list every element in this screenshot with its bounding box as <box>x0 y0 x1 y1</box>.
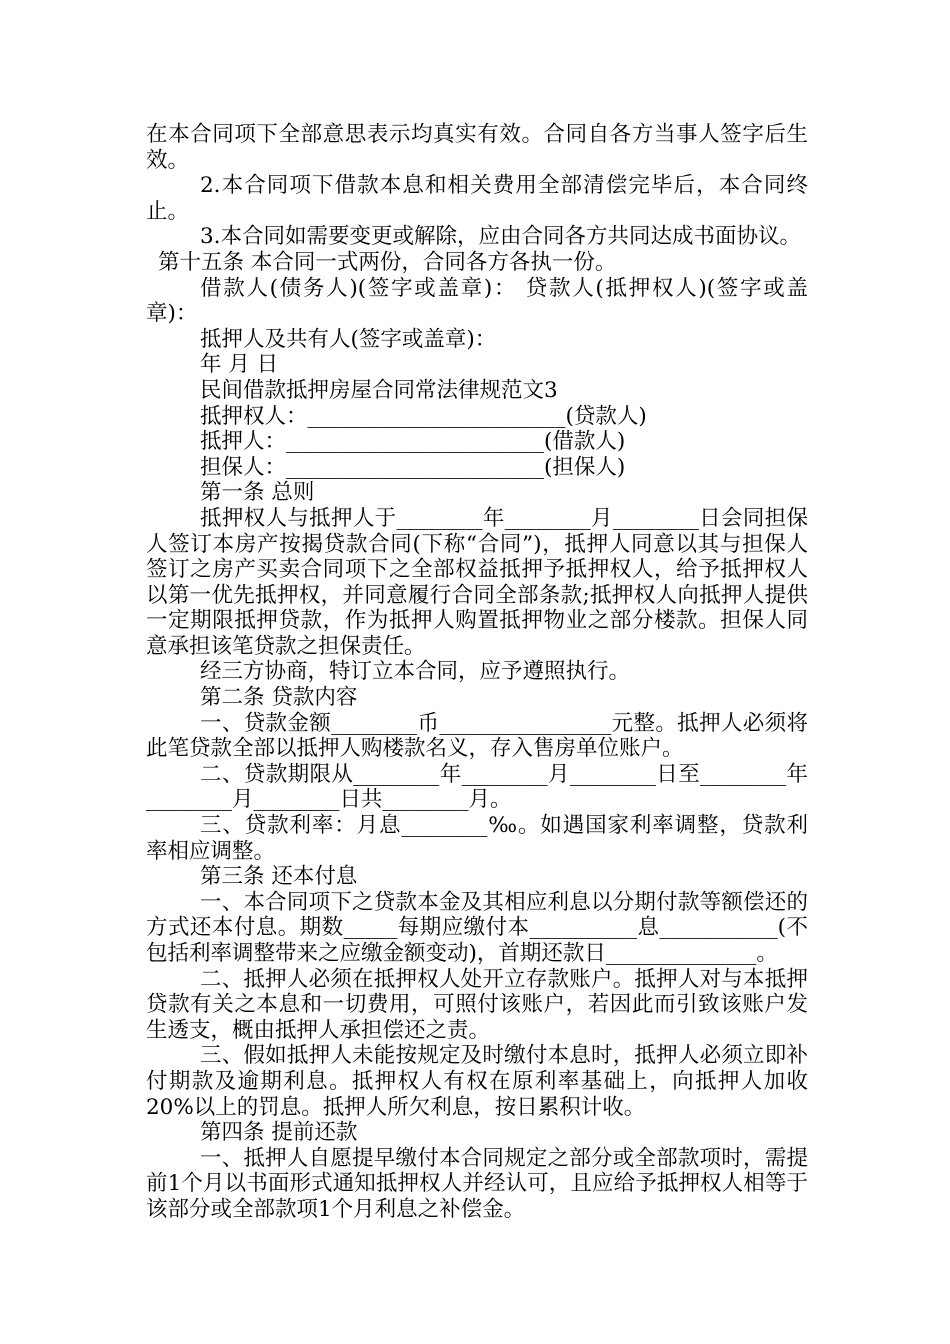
article-3-heading: 第三条 还本付息 <box>200 864 358 890</box>
loan-term-clause: 二、贷款期限从________年________月________日至________年________月________日共________月。 <box>146 761 808 813</box>
loan-interest-clause: 三、贷款利率：月息________‰。如遇国家利率调整，贷款利率相应调整。 <box>146 813 808 864</box>
mortgagor-signature-line: 抵押人及共有人(签字或盖章)： <box>200 326 497 352</box>
late-payment-clause: 三、假如抵押人未能按规定及时缴付本息时，抵押人必须立即补付期款及逾期利息。抵押权人有权在原利率基础上，向抵押人加收20%以上的罚息。抵押人所欠利息，按日累积计收。 <box>146 1043 808 1120</box>
borrower-lender-signature-line: 借款人(债务人)(签字或盖章)： 贷款人(抵押权人)(签字或盖章)： <box>146 275 808 327</box>
agreement-statement: 经三方协商，特订立本合同，应予遵照执行。 <box>200 659 631 685</box>
early-repayment-clause: 一、抵押人自愿提早缴付本合同规定之部分或全部款项时，需提前1个月以书面形式通知抵押权人并经认可，且应给予抵押权人相等于该部分或全部款项1个月利息之补偿金。 <box>146 1145 808 1222</box>
mortgagee-field: 抵押权人：________________________(贷款人) <box>200 403 647 429</box>
repayment-installment-clause: 一、本合同项下之贷款本金及其相应利息以分期付款等额偿还的方式还本付息。期数_____每期应缴付本__________息___________(不包括利率调整带来之应缴金额变动)，首期还款日______________。 <box>146 889 808 966</box>
paragraph-clause-2: 2.本合同项下借款本息和相关费用全部清偿完毕后，本合同终止。 <box>146 173 808 224</box>
article-1-heading: 第一条 总则 <box>200 480 315 506</box>
article-1-body: 抵押权人与抵押人于________年________月________日会同担保人签订本房产按揭贷款合同(下称“合同”)，抵押人同意以其与担保人签订之房产买卖合同项下之全部权益抵押予抵押权人，给予抵押权人以第一优先抵押权，并同意履行合同全部条款;抵押权人向抵押人提供一定期限抵押贷款，作为抵押人购置抵押物业之部分楼款。担保人同意承担该笔贷款之担保责任。 <box>146 505 808 659</box>
article-4-heading: 第四条 提前还款 <box>200 1120 358 1146</box>
deposit-account-clause: 二、抵押人必须在抵押权人处开立存款账户。抵押人对与本抵押贷款有关之本息和一切费用，可照付该账户，若因此而引致该账户发生透支，概由抵押人承担偿还之责。 <box>146 966 808 1043</box>
contract-title: 民间借款抵押房屋合同常法律规范文3 <box>200 377 558 403</box>
date-line: 年 月 日 <box>200 352 279 378</box>
document-body <box>146 122 808 1223</box>
paragraph-clause-3: 3.本合同如需要变更或解除，应由合同各方共同达成书面协议。 <box>200 224 802 250</box>
mortgagor-field: 抵押人：________________________(借款人) <box>200 429 626 455</box>
loan-amount-clause: 一、贷款金额________币________________元整。抵押人必须将此笔贷款全部以抵押人购楼款名义，存入售房单位账户。 <box>146 710 808 762</box>
guarantor-field: 担保人：________________________(担保人) <box>200 454 626 480</box>
article-15-heading: 第十五条 本合同一式两份，合同各方各执一份。 <box>158 249 617 275</box>
paragraph-validity: 在本合同项下全部意思表示均真实有效。合同自各方当事人签字后生效。 <box>146 122 808 173</box>
article-2-heading: 第二条 贷款内容 <box>200 685 358 711</box>
